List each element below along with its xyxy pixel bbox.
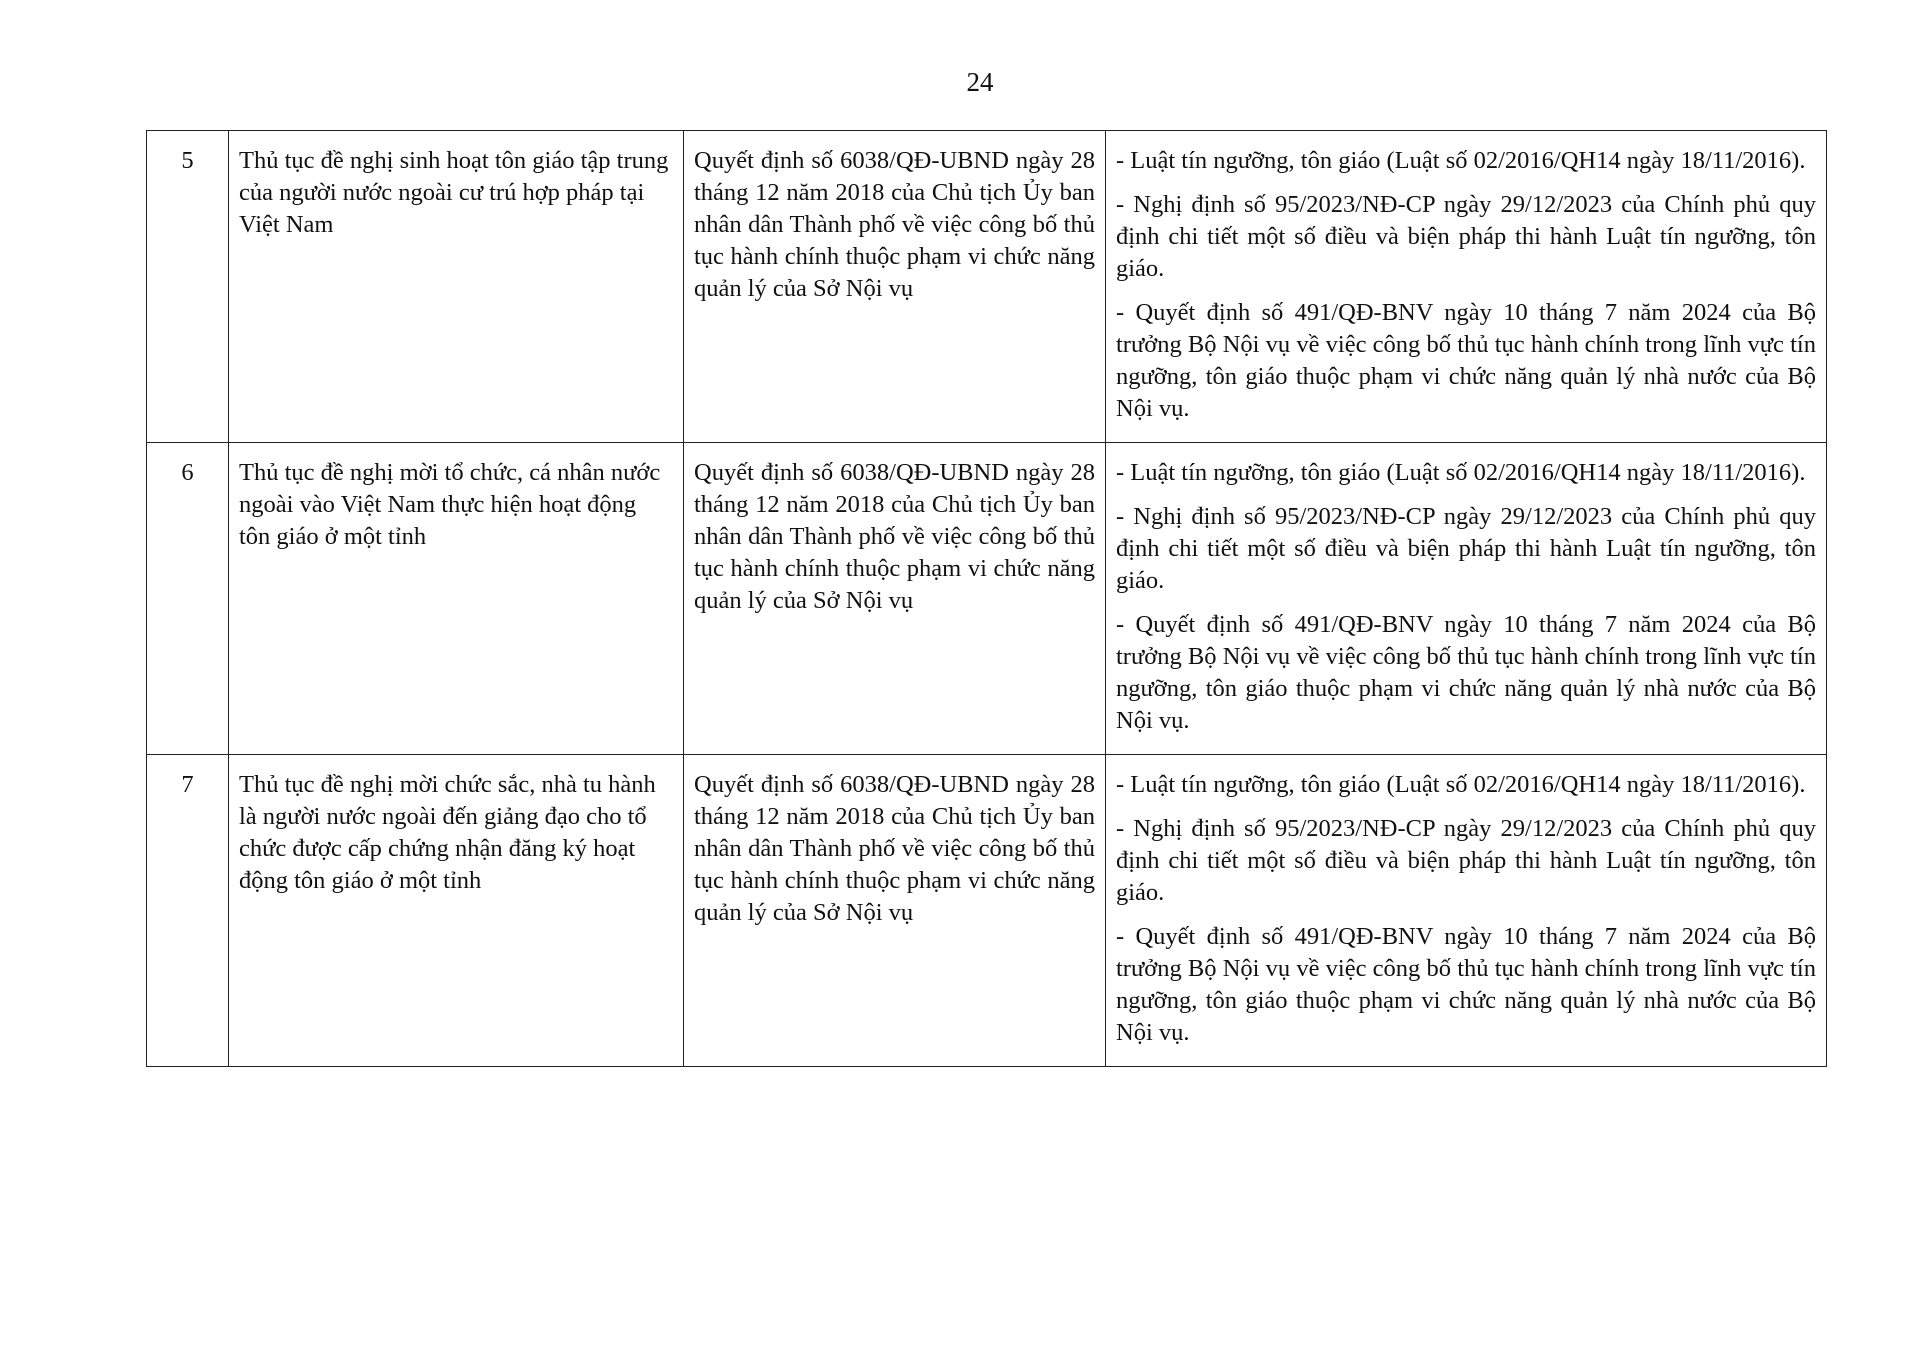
legal-basis-item: - Nghị định số 95/2023/NĐ-CP ngày 29/12/2023 của Chính phủ quy định chi tiết một số điều và biện pháp thi hành Luật tín ngưỡng, tôn giáo. — [1116, 815, 1816, 906]
legal-basis — [1106, 131, 1827, 443]
legal-basis-item: - Luật tín ngưỡng, tôn giáo (Luật số 02/2016/QH14 ngày 18/11/2016). — [1116, 459, 1806, 486]
legal-basis-item: - Quyết định số 491/QĐ-BNV ngày 10 tháng 7 năm 2024 của Bộ trưởng Bộ Nội vụ về việc công bố thủ tục hành chính trong lĩnh vực tín ngưỡng, tôn giáo thuộc phạm vi chức năng quản lý nhà nước của Bộ Nội vụ. — [1116, 299, 1816, 422]
table-row — [147, 443, 1827, 755]
page-number: 24 — [966, 67, 994, 97]
row-number: 7 — [147, 755, 229, 1067]
legal-basis — [1106, 755, 1827, 1067]
legal-basis-item: - Quyết định số 491/QĐ-BNV ngày 10 tháng 7 năm 2024 của Bộ trưởng Bộ Nội vụ về việc công bố thủ tục hành chính trong lĩnh vực tín ngưỡng, tôn giáo thuộc phạm vi chức năng quản lý nhà nước của Bộ Nội vụ. — [1116, 611, 1816, 734]
table-row — [147, 131, 1827, 443]
table-row — [147, 755, 1827, 1067]
legal-basis-item: - Nghị định số 95/2023/NĐ-CP ngày 29/12/2023 của Chính phủ quy định chi tiết một số điều và biện pháp thi hành Luật tín ngưỡng, tôn giáo. — [1116, 503, 1816, 594]
procedure-name: Thủ tục đề nghị mời tổ chức, cá nhân nước ngoài vào Việt Nam thực hiện hoạt động tôn giáo ở một tỉnh — [229, 443, 684, 755]
decision-reference: Quyết định số 6038/QĐ-UBND ngày 28 tháng 12 năm 2018 của Chủ tịch Ủy ban nhân dân Thành phố về việc công bố thủ tục hành chính thuộc phạm vi chức năng quản lý của Sở Nội vụ — [684, 131, 1106, 443]
procedure-name: Thủ tục đề nghị mời chức sắc, nhà tu hành là người nước ngoài đến giảng đạo cho tổ chức được cấp chứng nhận đăng ký hoạt động tôn giáo ở một tỉnh — [229, 755, 684, 1067]
decision-reference: Quyết định số 6038/QĐ-UBND ngày 28 tháng 12 năm 2018 của Chủ tịch Ủy ban nhân dân Thành phố về việc công bố thủ tục hành chính thuộc phạm vi chức năng quản lý của Sở Nội vụ — [684, 755, 1106, 1067]
row-number: 5 — [147, 131, 229, 443]
legal-basis-item: - Luật tín ngưỡng, tôn giáo (Luật số 02/2016/QH14 ngày 18/11/2016). — [1116, 147, 1806, 174]
decision-reference: Quyết định số 6038/QĐ-UBND ngày 28 tháng 12 năm 2018 của Chủ tịch Ủy ban nhân dân Thành phố về việc công bố thủ tục hành chính thuộc phạm vi chức năng quản lý của Sở Nội vụ — [684, 443, 1106, 755]
procedures-table — [146, 130, 1827, 1067]
legal-basis-item: - Luật tín ngưỡng, tôn giáo (Luật số 02/2016/QH14 ngày 18/11/2016). — [1116, 771, 1806, 798]
row-number: 6 — [147, 443, 229, 755]
legal-basis — [1106, 443, 1827, 755]
legal-basis-item: - Nghị định số 95/2023/NĐ-CP ngày 29/12/2023 của Chính phủ quy định chi tiết một số điều và biện pháp thi hành Luật tín ngưỡng, tôn giáo. — [1116, 191, 1816, 282]
procedure-name: Thủ tục đề nghị sinh hoạt tôn giáo tập trung của người nước ngoài cư trú hợp pháp tại Việt Nam — [229, 131, 684, 443]
legal-basis-item: - Quyết định số 491/QĐ-BNV ngày 10 tháng 7 năm 2024 của Bộ trưởng Bộ Nội vụ về việc công bố thủ tục hành chính trong lĩnh vực tín ngưỡng, tôn giáo thuộc phạm vi chức năng quản lý nhà nước của Bộ Nội vụ. — [1116, 923, 1816, 1046]
